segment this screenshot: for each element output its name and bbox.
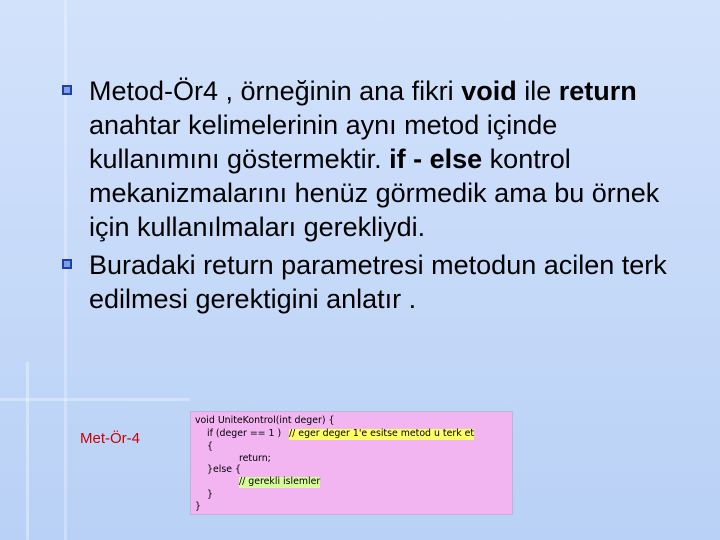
decorative-line [0, 398, 190, 401]
code-line: if (deger == 1 ) [207, 428, 282, 439]
code-comment: // eger deger 1'e esitse metod u terk et [289, 428, 475, 439]
code-snippet [190, 411, 513, 515]
bullet-item [62, 248, 692, 316]
bullet-text: Metod-Ör4 , örneğinin ana fikri void ile return anahtar kelimelerinin aynı metod içinde kullanımını göstermektir. if - else kontrol mekanizmalarını henüz görmedik ama bu örnek için kullanılmaları gerekliydi. [89, 76, 660, 242]
code-line: { [207, 441, 213, 452]
code-comment: // gerekli islemler [239, 476, 321, 487]
decorative-line [26, 362, 29, 540]
bullet-item [62, 74, 692, 244]
code-line: return; [239, 453, 271, 464]
code-line: } [195, 501, 201, 512]
code-line: } [207, 489, 213, 500]
square-bullet-icon [62, 85, 72, 95]
bullet-list [62, 74, 692, 316]
square-bullet-icon [62, 259, 72, 269]
code-line: void UniteKontrol(int deger) { [195, 415, 335, 426]
code-line: }else { [207, 464, 241, 475]
figure-label: Met-Ör-4 [80, 430, 140, 447]
bullet-text: Buradaki return parametresi metodun acilen terk edilmesi gerektigini anlatır . [89, 250, 667, 314]
